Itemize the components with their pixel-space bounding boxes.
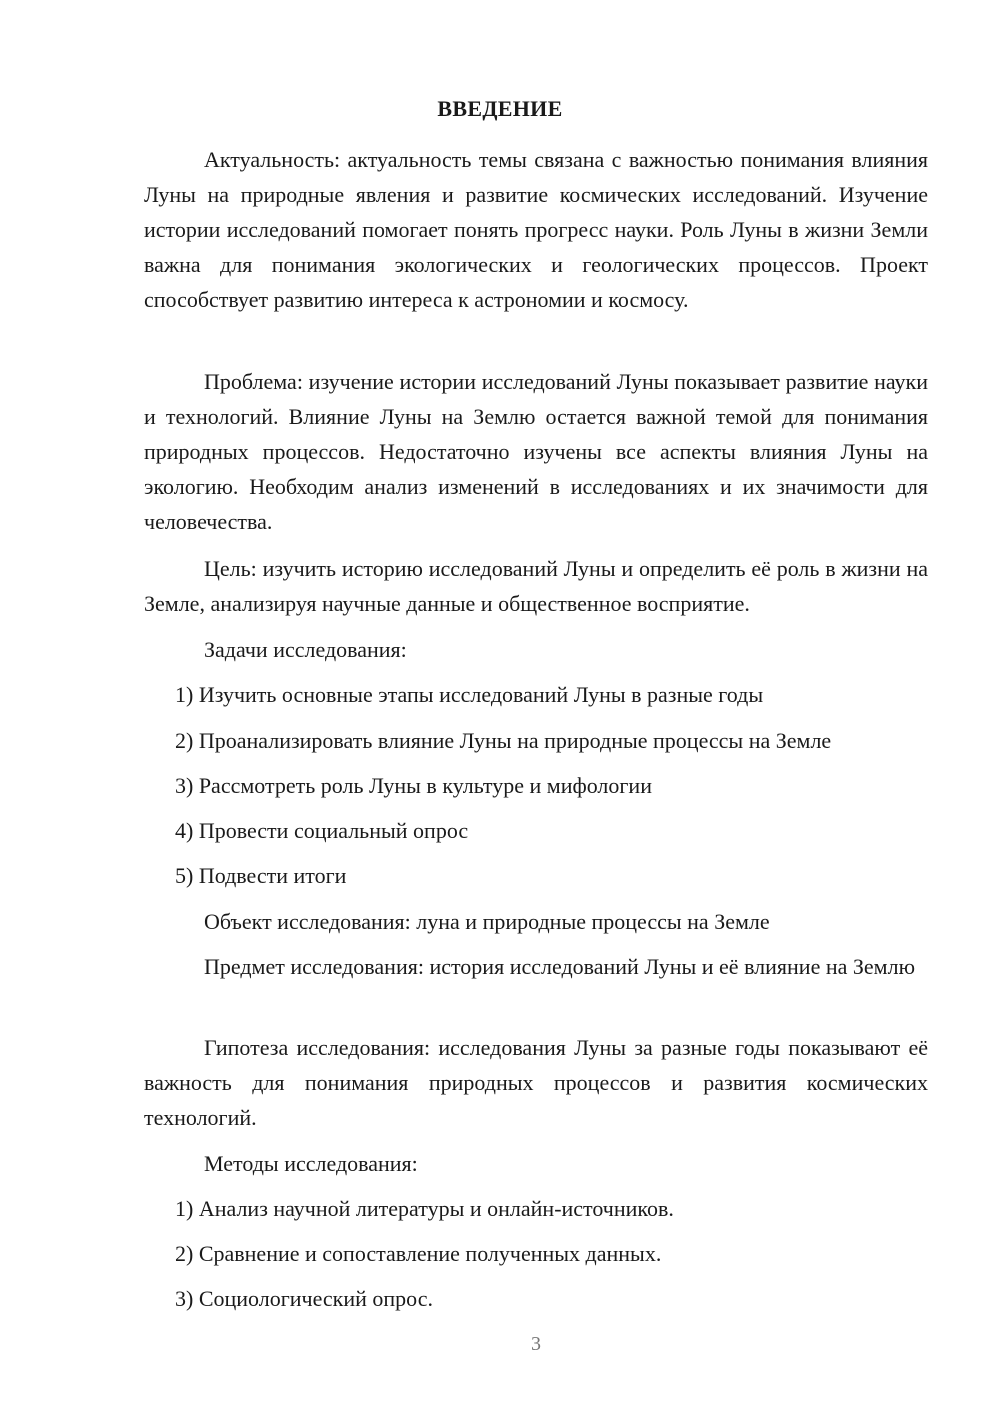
object-paragraph: Объект исследования: луна и природные процессы на Земле bbox=[204, 909, 770, 934]
task-item: 5) Подвести итоги bbox=[175, 863, 347, 888]
goal-paragraph: Цель: изучить историю исследований Луны и определить её роль в жизни на Земле, анализируя научные данные и общественное восприятие. bbox=[144, 556, 928, 616]
hypothesis-paragraph: Гипотеза исследования: исследования Луны за разные годы показывают её важность для понимания природных процессов и развития космических технологий. bbox=[144, 1035, 928, 1130]
task-item: 2) Проанализировать влияние Луны на природные процессы на Земле bbox=[175, 728, 832, 753]
page-number: 3 bbox=[531, 1333, 541, 1355]
method-item: 1) Анализ научной литературы и онлайн-источников. bbox=[175, 1196, 674, 1221]
task-item: 4) Провести социальный опрос bbox=[175, 818, 469, 843]
methods-title: Методы исследования: bbox=[204, 1151, 418, 1176]
task-item: 1) Изучить основные этапы исследований Луны в разные годы bbox=[175, 682, 764, 707]
subject-paragraph: Предмет исследования: история исследований Луны и её влияние на Землю bbox=[204, 954, 916, 979]
tasks-title: Задачи исследования: bbox=[204, 637, 407, 662]
section-heading: ВВЕДЕНИЕ bbox=[437, 96, 563, 121]
relevance-paragraph: Актуальность: актуальность темы связана с важностью понимания влияния Луны на природные явления и развитие космических исследований. Изучение истории исследований помогает понять прогресс науки. Роль Луны в жизни Земли важна для понимания экологических и геологических процессов. Проект способствует развитию интереса к астрономии и космосу. bbox=[144, 147, 928, 312]
method-item: 2) Сравнение и сопоставление полученных данных. bbox=[175, 1241, 662, 1266]
task-item: 3) Рассмотреть роль Луны в культуре и мифологии bbox=[175, 773, 652, 798]
method-item: 3) Социологический опрос. bbox=[175, 1286, 433, 1311]
problem-paragraph: Проблема: изучение истории исследований Луны показывает развитие науки и технологий. Влияние Луны на Землю остается важной темой для понимания природных процессов. Недостаточно изучены все аспекты влияния Луны на экологию. Необходим анализ изменений в исследованиях и их значимости для человечества. bbox=[144, 369, 928, 534]
